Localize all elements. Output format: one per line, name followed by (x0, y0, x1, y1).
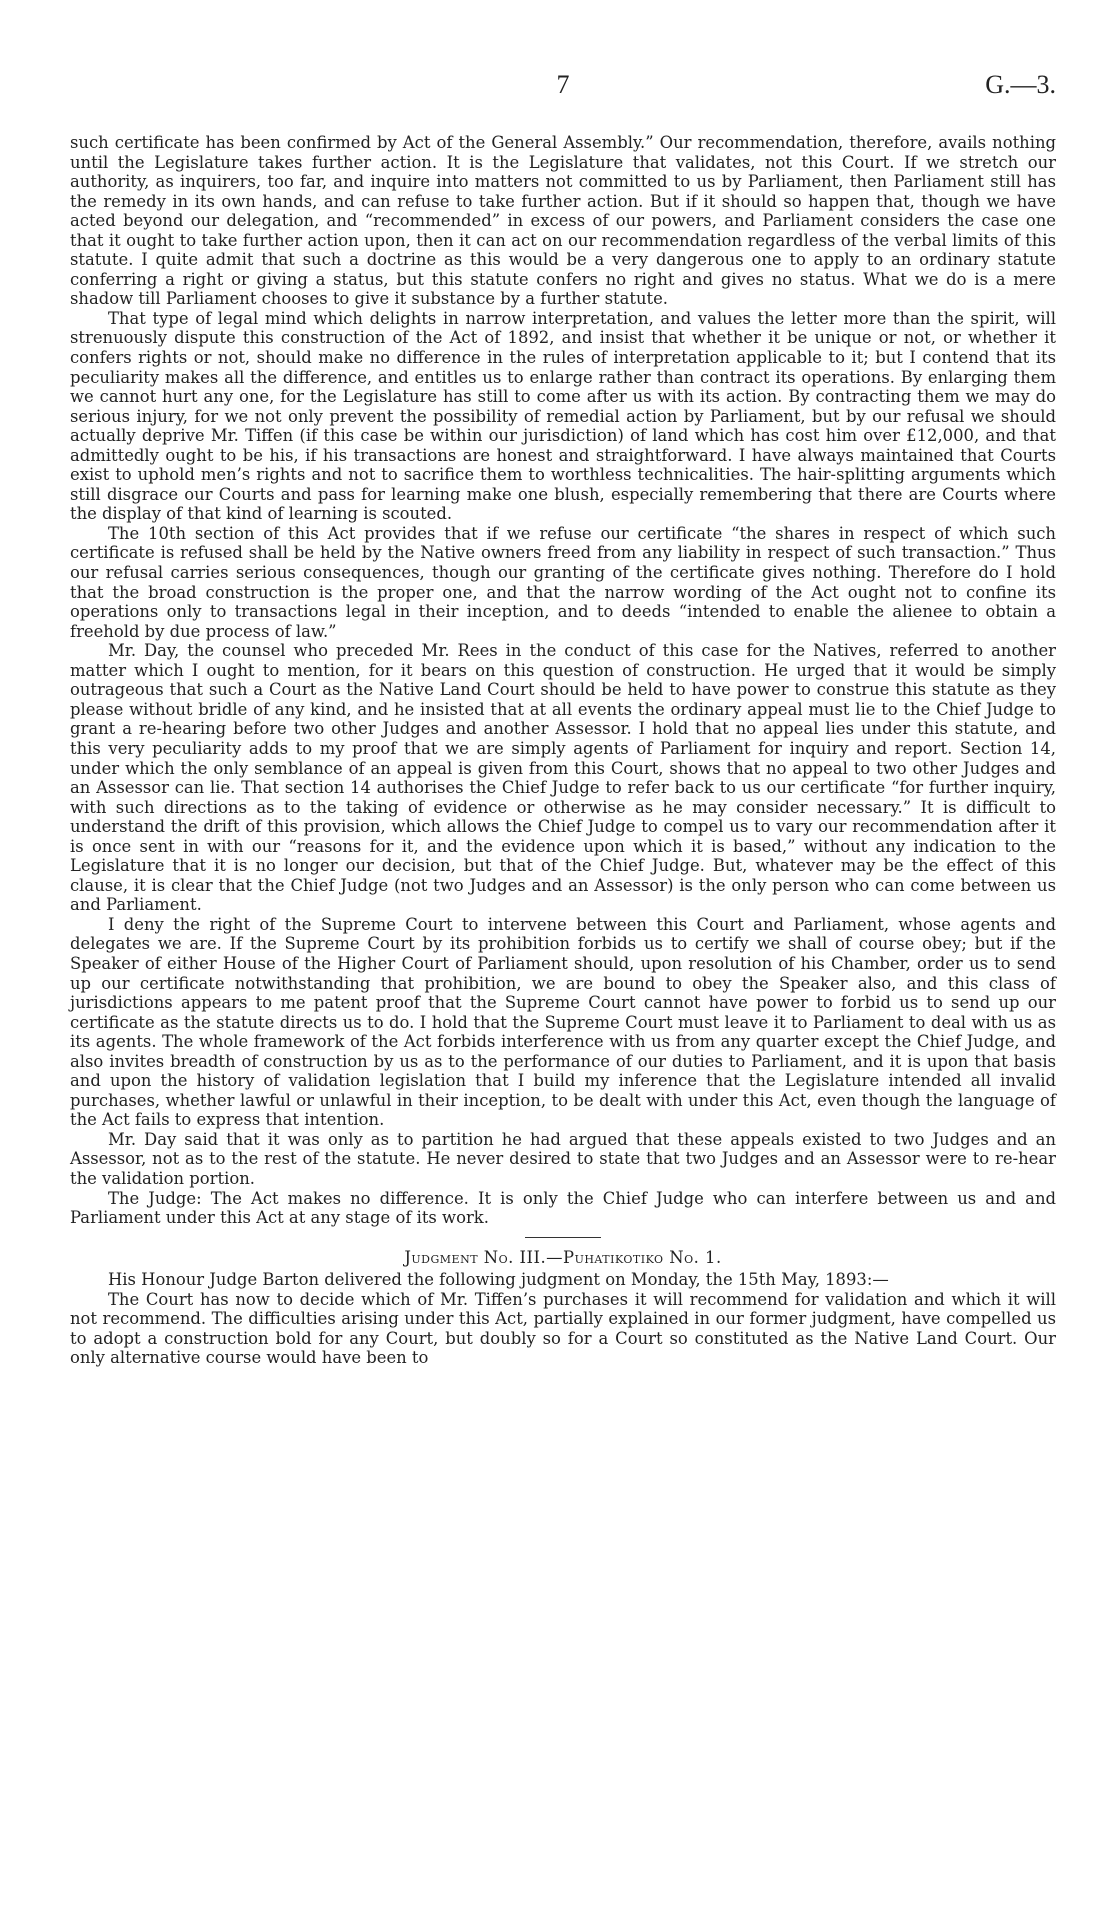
paragraph: That type of legal mind which delights in narrow interpretation, and values the letter more than the spirit, will strenuously dispute this construction of the Act of 1892, and insist that whether it be unique or not, or whether it confers rights or not, should make no difference in the rules of interpretation applicable to it; but I contend that its peculiarity makes all the difference, and entitles us to enlarge rather than contract its operations. By enlarging them we cannot hurt any one, for the Legislature has still to come after us with its action. By contracting them we may do serious injury, for we not only prevent the possibility of remedial action by Parliament, but by our refusal we should actually deprive Mr. Tiffen (if this case be within our jurisdiction) of land which has cost him over £12,000, and that admittedly ought to be his, if his transactions are honest and straightforward. I have always maintained that Courts exist to uphold men’s rights and not to sacrifice them to worthless technicalities. The hair-splitting arguments which still disgrace our Courts and pass for learning make one blush, especially remembering that there are Courts where the display of that kind of learning is scouted. (70, 308, 1056, 524)
paper-reference: G.—3. (985, 70, 1056, 99)
page-number: 7 (556, 70, 570, 99)
document-body (70, 133, 1056, 1368)
paragraph: The Judge: The Act makes no difference. It is only the Chief Judge who can interfere between us and and Parliament under this Act at any stage of its work. (70, 1188, 1056, 1228)
paragraph: The Court has now to decide which of Mr. Tiffen’s purchases it will recommend for validation and which it will not recommend. The difficulties arising under this Act, partially explained in our former judgment, have compelled us to adopt a construction bold for any Court, but doubly so for a Court so constituted as the Native Land Court. Our only alternative course would have been to (70, 1289, 1056, 1368)
section-divider (525, 1237, 601, 1238)
paragraph: I deny the right of the Supreme Court to intervene between this Court and Parliament, whose agents and delegates we are. If the Supreme Court by its prohibition forbids us to certify we shall of course obey; but if the Speaker of either House of the Higher Court of Parliament should, upon resolution of his Chamber, order us to send up our certificate notwithstanding that prohibition, we are bound to obey the Speaker also, and this class of jurisdictions appears to me patent proof that the Supreme Court cannot have power to forbid us to send up our certificate as the statute directs us to do. I hold that the Supreme Court must leave it to Parliament to deal with us as its agents. The whole framework of the Act forbids interference with us from any quarter except the Chief Judge, and also invites breadth of construction by us as to the performance of our duties to Parliament, and it is upon that basis and upon the history of validation legislation that I build my inference that the Legislature intended all invalid purchases, whether lawful or unlawful in their inception, to be dealt with under this Act, even though the language of the Act fails to express that intention. (70, 914, 1056, 1130)
paragraph: Mr. Day said that it was only as to partition he had argued that these appeals existed to two Judges and an Assessor, not as to the rest of the statute. He never desired to state that two Judges and an Assessor were to re-hear the validation portion. (70, 1129, 1056, 1188)
judgment-heading: Judgment No. III.—Puhatikotiko No. 1. (404, 1247, 722, 1267)
paragraph: The 10th section of this Act provides that if we refuse our certificate “the shares in respect of which such certificate is refused shall be held by the Native owners freed from any liability in respect of such transaction.” Thus our refusal carries serious consequences, though our granting of the certificate gives nothing. Therefore do I hold that the broad construction is the proper one, and that the narrow wording of the Act ought not to confine its operations only to transactions legal in their inception, and to deeds “intended to enable the alienee to obtain a freehold by due process of law.” (70, 523, 1056, 641)
page-header (70, 70, 1056, 104)
paragraph: such certificate has been confirmed by Act of the General Assembly.” Our recommendation, therefore, avails nothing until the Legislature takes further action. It is the Legislature that validates, not this Court. If we stretch our authority, as inquirers, too far, and inquire into matters not committed to us by Parliament, then Parliament still has the remedy in its own hands, and can refuse to take further action. But if it should so happen that, though we have acted beyond our delegation, and “recommended” in excess of our powers, and Parliament considers the case one that it ought to take further action upon, then it can act on our recommendation regardless of the verbal limits of this statute. I quite admit that such a doctrine as this would be a very dangerous one to apply to an ordinary statute conferring a right or giving a status, but this statute confers no right and gives no status. What we do is a mere shadow till Parliament chooses to give it substance by a further statute. (70, 133, 1056, 309)
paragraph: His Honour Judge Barton delivered the following judgment on Monday, the 15th May, 1893:— (108, 1270, 889, 1290)
paragraph: Mr. Day, the counsel who preceded Mr. Rees in the conduct of this case for the Natives, referred to another matter which I ought to mention, for it bears on this question of construction. He urged that it would be simply outrageous that such a Court as the Native Land Court should be held to have power to construe this statute as they please without bridle of any kind, and he insisted that at all events the ordinary appeal must lie to the Chief Judge to grant a re-hearing before two other Judges and another Assessor. I hold that no appeal lies under this statute, and this very peculiarity adds to my proof that we are simply agents of Parliament for inquiry and report. Section 14, under which the only semblance of an appeal is given from this Court, shows that no appeal to two other Judges and an Assessor can lie. That section 14 authorises the Chief Judge to refer back to us our certificate “for further inquiry, with such directions as to the taking of evidence or otherwise as he may consider necessary.” It is difficult to understand the drift of this provision, which allows the Chief Judge to compel us to vary our recommendation after it is once sent in with our “reasons for it, and the evidence upon which it is based,” without any indication to the Legislature that it is no longer our decision, but that of the Chief Judge. But, whatever may be the effect of this clause, it is clear that the Chief Judge (not two Judges and an Assessor) is the only person who can come between us and Parliament. (70, 641, 1056, 915)
